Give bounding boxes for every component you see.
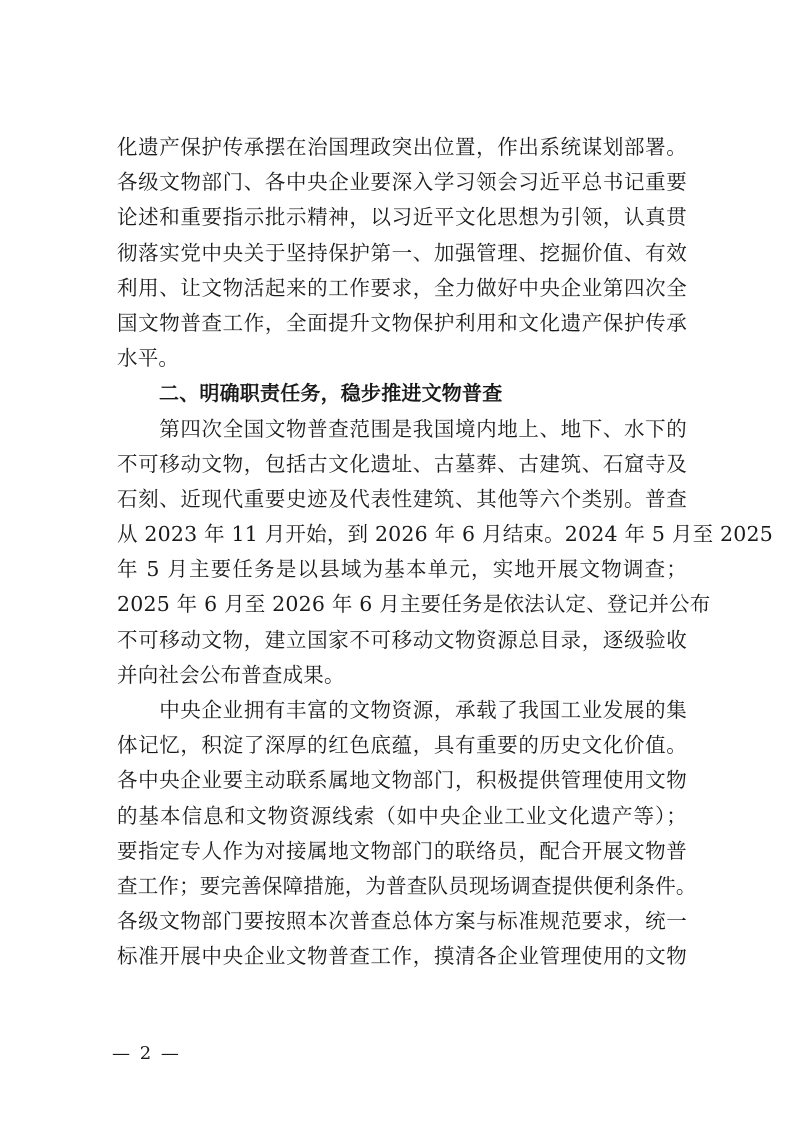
text-line: 要指定专人作为对接属地文物部门的联络员，配合开展文物普 (117, 838, 687, 863)
page-number: — 2 — (112, 1043, 181, 1064)
text-line: 第四次全国文物普查范围是我国境内地上、地下、水下的 (117, 416, 687, 441)
text-line: 国文物普查工作，全面提升文物保护利用和文化遗产保护传承 (117, 310, 687, 335)
text-line: 彻落实党中央关于坚持保护第一、加强管理、挖掘价值、有效 (117, 240, 687, 265)
text-line: 的基本信息和文物资源线索（如中央企业工业文化遗产等）； (117, 803, 687, 828)
body-text (117, 130, 773, 975)
text-line: 各中央企业要主动联系属地文物部门，积极提供管理使用文物 (117, 768, 687, 793)
text-line: 各级文物部门、各中央企业要深入学习领会习近平总书记重要 (117, 170, 687, 195)
text-line: 不可移动文物，建立国家不可移动文物资源总目录，逐级验收 (117, 627, 687, 652)
text-line: 石刻、近现代重要史迹及代表性建筑、其他等六个类别。普查 (117, 486, 687, 511)
text-line: 体记忆，积淀了深厚的红色底蕴，具有重要的历史文化价值。 (117, 733, 687, 758)
text-line: 各级文物部门要按照本次普查总体方案与标准规范要求，统一 (117, 909, 687, 934)
text-line: 2025 年 6 月至 2026 年 6 月主要任务是依法认定、登记并公布 (117, 592, 711, 617)
text-line: 不可移动文物，包括古文化遗址、古墓葬、古建筑、石窟寺及 (117, 451, 687, 476)
text-line: 年 5 月主要任务是以县域为基本单元，实地开展文物调查； (117, 557, 687, 582)
text-line: 利用、让文物活起来的工作要求，全力做好中央企业第四次全 (117, 275, 687, 300)
text-line: 论述和重要指示批示精神，以习近平文化思想为引领，认真贯 (117, 205, 687, 230)
section-heading: 二、明确职责任务，稳步推进文物普查 (159, 381, 503, 406)
text-line: 标准开展中央企业文物普查工作，摸清各企业管理使用的文物 (117, 944, 687, 969)
text-line: 查工作；要完善保障措施，为普查队员现场调查提供便利条件。 (117, 873, 697, 898)
text-line: 中央企业拥有丰富的文物资源，承载了我国工业发展的集 (117, 698, 687, 722)
text-line: 化遗产保护传承摆在治国理政突出位置，作出系统谋划部署。 (117, 135, 687, 159)
text-line: 从 2023 年 11 月开始，到 2026 年 6 月结束。2024 年 5 月至 2025 (117, 522, 773, 547)
text-line: 水平。 (117, 346, 180, 371)
text-line: 并向社会公布普查成果。 (117, 662, 345, 687)
